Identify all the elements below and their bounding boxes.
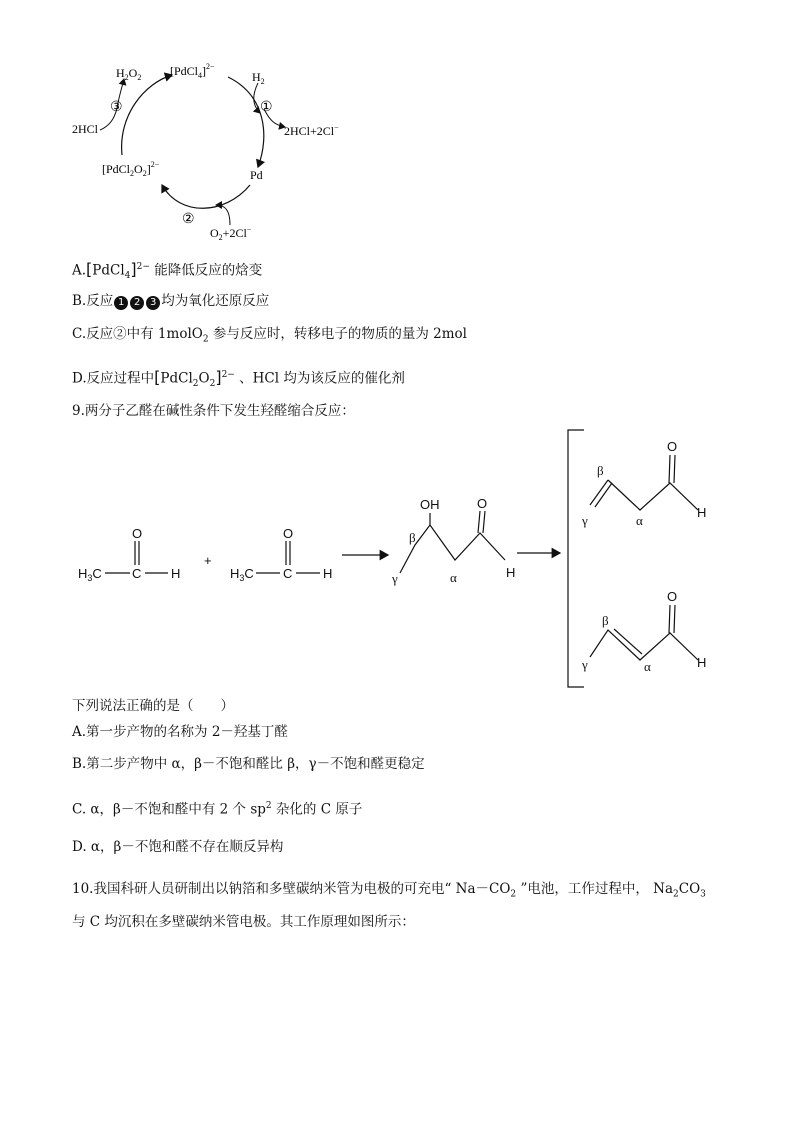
- q9-option-d: D. α，β－不饱和醛不存在顺反异构: [72, 839, 284, 855]
- h3-label: H: [506, 565, 516, 580]
- alpha-label-2: α: [636, 513, 643, 528]
- q9-option-b: B.第二步产物中 α，β－不饱和醛比 β，γ－不饱和醛更稳定: [72, 756, 425, 772]
- c1-label: C: [132, 566, 142, 581]
- hcl-left-label: 2HCl: [72, 122, 99, 136]
- q8-option-c: C.反应②中有 1molO$_2$ 参与反应时，转移电子的物质的量为 2mol: [72, 326, 467, 345]
- step2-label: ②: [182, 212, 195, 227]
- hcl-right-label: 2HCl+2Cl−: [284, 123, 339, 138]
- q9-option-c: C. α，β－不饱和醛中有 2 个 $sp^2$ 杂化的 C 原子: [72, 801, 363, 818]
- cycle-arc-bottom: [162, 185, 250, 208]
- aldol-reaction-scheme: [70, 425, 740, 690]
- o1-label: O: [132, 526, 143, 541]
- h3c2-label: $H_3C$: [230, 566, 254, 583]
- beta-label-1: β: [409, 530, 416, 545]
- pdcl4-label: [PdCl$_4$]$^{2-}$: [170, 62, 215, 80]
- h2o2-label: $H_2O_2$: [116, 66, 142, 82]
- q10-line1: 10.我国科研人员研制出以钠箔和多壁碳纳米管为电极的可充电“ $Na-CO_2$ ”电池，工作过程中， $Na_2CO_3$: [72, 881, 706, 900]
- cycle-arc-right: [228, 77, 264, 167]
- o2-cl-label: $O_2+2Cl^-$: [210, 225, 252, 242]
- o5-label: O: [667, 589, 678, 604]
- o2-in-arrow: [216, 205, 230, 225]
- gamma-label-3: γ: [582, 657, 588, 672]
- o2-label: O: [283, 526, 294, 541]
- step1-label: ①: [260, 100, 273, 115]
- cycle-arc-left: [122, 75, 172, 155]
- alpha-label-3: α: [644, 659, 651, 674]
- beta-label-2: β: [597, 463, 604, 478]
- q9-option-a: A.第一步产物的名称为 2－羟基丁醛: [72, 724, 288, 740]
- h1-label: H: [171, 566, 181, 581]
- o4-label: O: [667, 439, 678, 454]
- q8-option-a: A.[PdCl$_4$]$^{2-}$ 能降低反应的焓变: [72, 259, 263, 282]
- q9-stem: 9.两分子乙醛在碱性条件下发生羟醛缩合反应：: [72, 403, 355, 419]
- gamma-label-1: γ: [392, 571, 398, 586]
- alpha-label-1: α: [450, 570, 457, 585]
- q8-option-b: B.反应 1 2 3 均为氧化还原反应: [72, 293, 270, 309]
- h3c1-label: $H_3C$: [78, 566, 102, 583]
- h5-label: H: [697, 655, 707, 670]
- gamma-label-2: γ: [582, 513, 588, 528]
- oh-label: OH: [420, 497, 440, 512]
- q8-option-d: D.反应过程中$[PdCl_2O_2]^{2-}$ 、HCl 均为该反应的催化剂: [72, 367, 405, 390]
- o3-label: O: [477, 496, 488, 511]
- beta-label-3: β: [602, 613, 609, 628]
- pd-label: Pd: [250, 168, 263, 182]
- pdcl2o2-label: $[PdCl_2O_2]^{2-}$: [102, 160, 160, 178]
- h2-label: $H_2$: [252, 70, 265, 86]
- catalytic-cycle-diagram: [60, 55, 370, 250]
- h2-label: H: [323, 566, 333, 581]
- h4-label: H: [697, 505, 707, 520]
- q9-question: 下列说法正确的是（ ）: [72, 698, 234, 714]
- plus-label: +: [204, 553, 212, 568]
- c2-label: C: [283, 566, 293, 581]
- q10-line2: 与 C 均沉积在多壁碳纳米管电极。其工作原理如图所示：: [72, 914, 415, 930]
- step3-label: ③: [110, 100, 123, 115]
